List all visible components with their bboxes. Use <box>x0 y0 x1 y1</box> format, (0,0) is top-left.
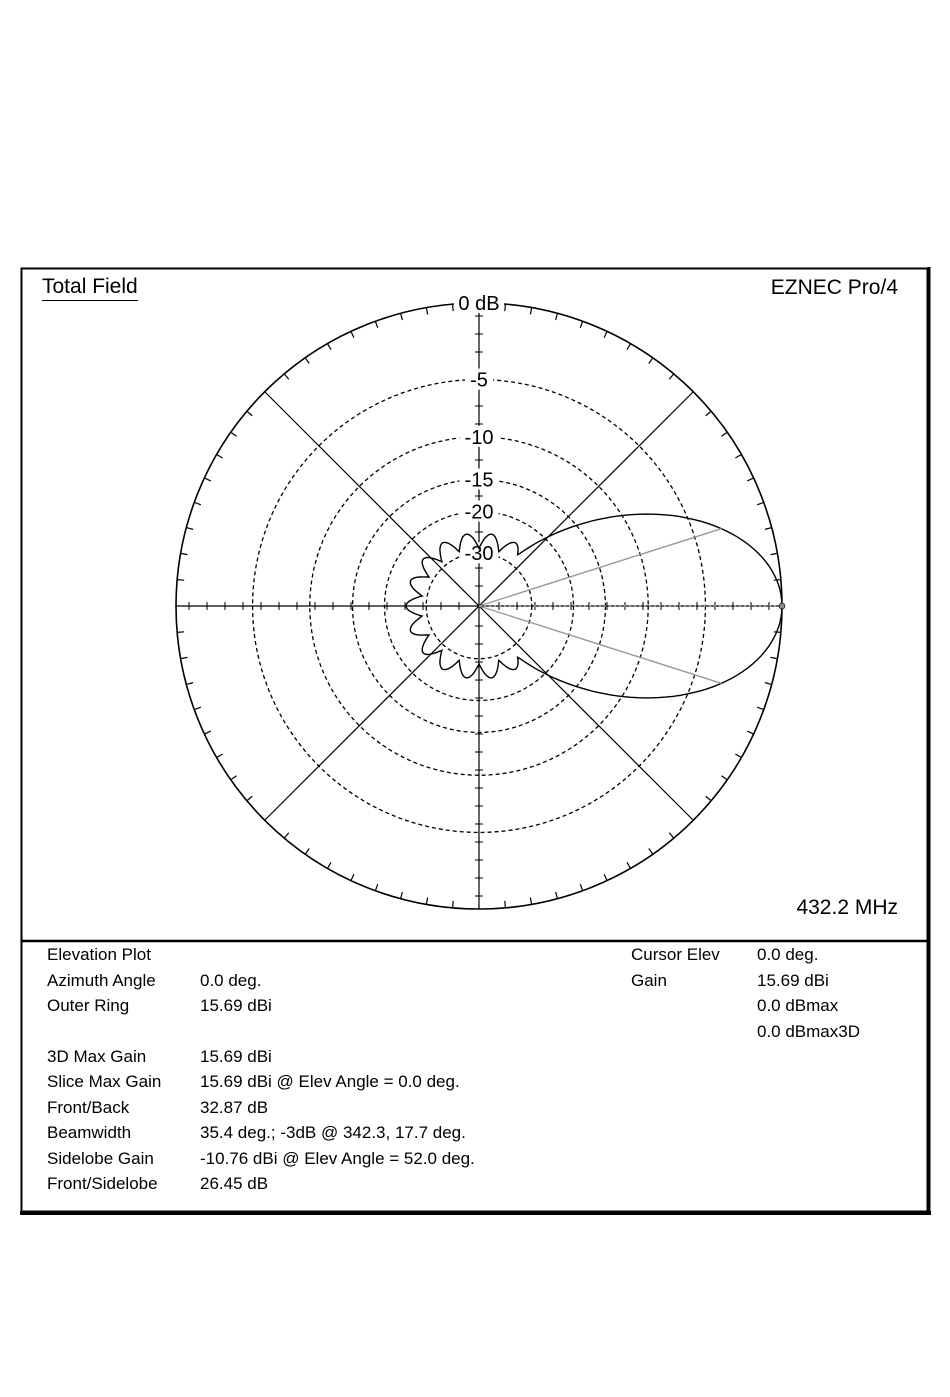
tick-outer-55 <box>649 358 653 364</box>
tick-outer-290 <box>580 884 582 891</box>
info-value: -10.76 dBi @ Elev Angle = 52.0 deg. <box>200 1148 475 1168</box>
tick-outer-265 <box>453 901 454 908</box>
ring-label-4: -20 <box>464 501 494 524</box>
tick-outer-235 <box>305 848 309 854</box>
tick-outer-275 <box>505 901 506 908</box>
tick-outer-60 <box>627 344 631 350</box>
tick-outer-40 <box>706 411 711 415</box>
tick-outer-20 <box>757 502 764 504</box>
tick-outer-190 <box>181 657 188 658</box>
info-label: Elevation Plot <box>47 945 151 964</box>
ring-label-2: -10 <box>464 426 494 449</box>
info-label: 3D Max Gain <box>47 1046 147 1066</box>
cursor-label: Cursor Elev <box>631 945 720 964</box>
info-value: 15.69 dBi <box>200 1046 272 1066</box>
tick-outer-285 <box>556 892 558 899</box>
tick-outer-165 <box>186 528 193 530</box>
info-label: Slice Max Gain <box>47 1072 162 1091</box>
tick-outer-120 <box>328 344 332 350</box>
tick-outer-100 <box>426 308 427 315</box>
plot-window <box>20 267 931 1215</box>
cursor-value: 0.0 deg. <box>757 945 819 964</box>
info-label: Front/Back <box>47 1097 130 1117</box>
info-value: 0.0 deg. <box>200 970 262 990</box>
tick-outer-80 <box>530 308 531 315</box>
max-gain-marker <box>779 603 785 609</box>
cursor-value: 0.0 dBmax <box>757 996 839 1015</box>
tick-outer-125 <box>305 358 309 364</box>
tick-outer-15 <box>765 528 772 530</box>
tick-outer-210 <box>217 754 223 758</box>
tick-outer-255 <box>401 892 403 899</box>
tick-outer-240 <box>328 862 332 868</box>
info-value: 32.87 dB <box>200 1097 269 1117</box>
ring-label-3: -15 <box>464 469 494 492</box>
tick-outer-50 <box>669 374 673 379</box>
tick-outer-250 <box>375 884 377 891</box>
tick-outer-65 <box>604 331 607 337</box>
tick-outer-310 <box>669 833 673 838</box>
tick-outer-150 <box>217 455 223 459</box>
info-value: 35.4 deg.; -3dB @ 342.3, 17.7 deg. <box>200 1123 466 1142</box>
tick-outer-350 <box>771 657 778 658</box>
tick-outer-170 <box>181 553 188 554</box>
tick-outer-105 <box>401 313 403 320</box>
info-label: Outer Ring <box>47 996 130 1015</box>
tick-outer-85 <box>505 304 506 311</box>
tick-outer-130 <box>284 374 288 379</box>
cursor-label: Gain <box>631 970 667 990</box>
ring-label-5: -30 <box>464 543 494 566</box>
tick-outer-35 <box>721 432 727 436</box>
ring-label-0: 0 dB <box>458 293 500 315</box>
info-label: Azimuth Angle <box>47 970 156 990</box>
info-value: 15.69 dBi <box>200 996 272 1015</box>
tick-outer-230 <box>284 833 288 838</box>
tick-outer-220 <box>247 796 252 800</box>
info-value: 15.69 dBi @ Elev Angle = 0.0 deg. <box>200 1072 460 1091</box>
tick-outer-330 <box>735 754 741 758</box>
tick-outer-75 <box>556 313 558 320</box>
tick-outer-340 <box>757 707 764 709</box>
tick-outer-160 <box>194 502 201 504</box>
tick-outer-195 <box>186 683 193 685</box>
tick-outer-115 <box>351 331 354 337</box>
tick-outer-305 <box>649 848 653 854</box>
tick-outer-345 <box>765 683 772 685</box>
info-label: Sidelobe Gain <box>47 1148 154 1168</box>
tick-outer-140 <box>247 411 252 415</box>
cursor-value: 0.0 dBmax3D <box>757 1021 860 1041</box>
tick-outer-300 <box>627 862 631 868</box>
info-label: Front/Sidelobe <box>47 1174 158 1193</box>
tick-outer-155 <box>204 478 210 481</box>
tick-outer-280 <box>530 898 531 905</box>
tick-outer-245 <box>351 874 354 880</box>
tick-outer-95 <box>453 304 454 311</box>
frequency-label: 432.2 MHz <box>796 896 898 919</box>
tick-outer-30 <box>735 455 741 459</box>
polar-chart <box>20 267 931 939</box>
tick-outer-335 <box>747 731 753 734</box>
tick-outer-260 <box>426 898 427 905</box>
tick-outer-10 <box>771 553 778 554</box>
tick-outer-110 <box>375 321 377 328</box>
info-value: 26.45 dB <box>200 1174 269 1193</box>
tick-outer-145 <box>231 432 237 436</box>
tick-outer-325 <box>721 776 727 780</box>
tick-outer-205 <box>204 731 210 734</box>
ring-label-1: -5 <box>470 369 488 392</box>
tick-outer-200 <box>194 707 201 709</box>
info-panel <box>20 942 931 1215</box>
tick-outer-185 <box>177 632 184 633</box>
tick-outer-295 <box>604 874 607 880</box>
brand-label: EZNEC Pro/4 <box>770 276 898 299</box>
tick-outer-320 <box>706 796 711 800</box>
tick-outer-215 <box>231 776 237 780</box>
plot-title: Total Field <box>42 275 138 301</box>
tick-outer-70 <box>580 321 582 328</box>
tick-outer-25 <box>747 478 753 481</box>
tick-outer-175 <box>177 580 184 581</box>
cursor-value: 15.69 dBi <box>757 970 829 990</box>
info-label: Beamwidth <box>47 1123 132 1142</box>
